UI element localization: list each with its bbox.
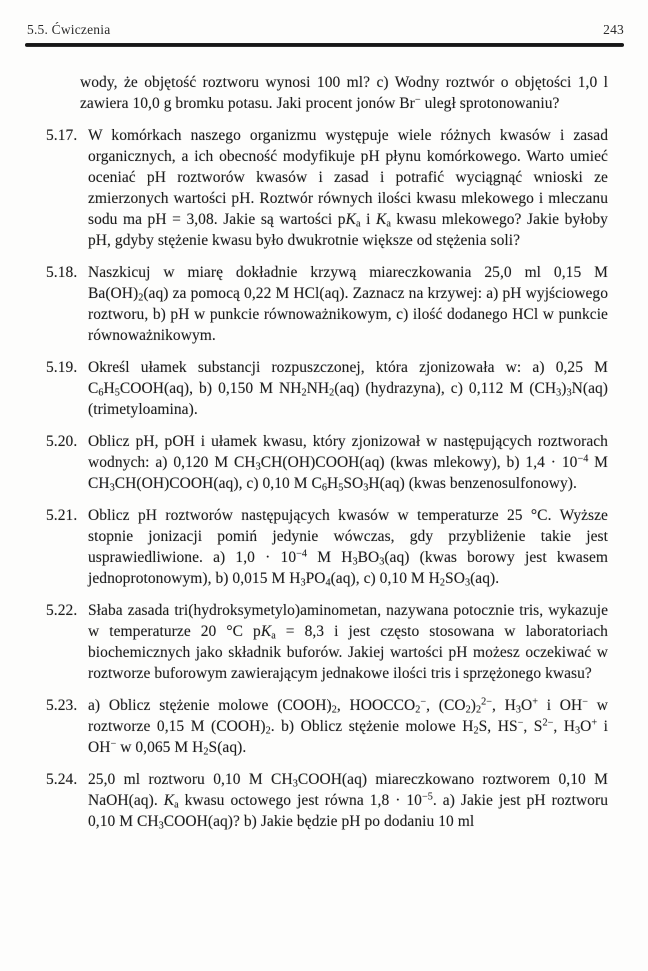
exercise-number: 5.24. <box>46 771 78 788</box>
exercise-text: Słaba zasada tri(hydroksymetylo)aminometan, nazywana potocznie tris, wykazuje w temperaturze 20 °C $pK_a = 8,3$ i jest często stosowana w laboratoriach biochemicznych jako składnik buforów. Jakiej wartości pH możesz oczekiwać w roztworze buforowym zawierającym jednakowe ilości tris i sprzężonego kwasu? <box>88 602 608 682</box>
exercise-text: Naszkicuj w miarę dokładnie krzywą miareczkowania 25,0 ml 0,15 M $Ba(OH)_2(aq)$ za pomocą 0,22 M HCl(aq). Zaznacz na krzywej: a) pH wyjściowego roztworu, b) pH w punkcie równoważnikowym, c) ilość dodanego HCl w punkcie równoważnikowym. <box>88 264 608 344</box>
exercise-item-5-19 <box>46 357 608 420</box>
running-head-section-title: 5.5. Ćwiczenia <box>27 22 111 37</box>
exercise-item-5-21 <box>46 505 608 589</box>
running-head <box>0 0 648 38</box>
exercise-number: 5.19. <box>46 359 78 376</box>
exercise-item-5-20 <box>46 431 608 494</box>
exercise-number: 5.18. <box>46 264 78 281</box>
continuation-paragraph <box>46 72 608 114</box>
exercise-number: 5.22. <box>46 602 78 619</box>
exercise-number: 5.21. <box>46 507 78 524</box>
exercise-text: Określ ułamek substancji rozpuszczonej, która zjonizowała w: a) 0,25 M $C_6H_5COOH(aq)$, b) 0,150 M $NH_2NH_2(aq)$ (hydrazyna), c) 0,112 M $(CH_3)_3N(aq)$ (trimetyloamina). <box>88 359 609 418</box>
exercise-item-5-22 <box>46 600 608 684</box>
exercise-number: 5.17. <box>46 127 78 144</box>
exercise-text: W komórkach naszego organizmu występuje wiele różnych kwasów i zasad organicznych, a ich obecność modyfikuje pH płynu komórkowego. Warto umieć oceniać pH roztworów kwasów i zasad i potrafić wyciągnąć wnioski ze zmierzonych wartości pH. Roztwór równych ilości kwasu mlekowego i mleczanu sodu ma pH = 3,08. Jakie są wartości $pK_a$ i $K_a$ kwasu mlekowego? Jakie byłoby pH, gdyby stężenie kwasu było dwukrotnie większe od stężenia soli? <box>88 127 608 249</box>
exercise-item-5-17 <box>46 125 608 251</box>
exercise-text: 25,0 ml roztworu 0,10 M $CH_3COOH(aq)$ miareczkowano roztworem 0,10 M NaOH(aq). $K_a$ kwasu octowego jest równa $1,8 \cdot 10^{-5}$. a) Jakie jest pH roztworu 0,10 M $CH_3COOH(aq)$? b) Jakie będzie pH po dodaniu 10 ml <box>88 771 609 832</box>
exercise-item-5-24 <box>46 769 608 832</box>
exercise-text: a) Oblicz stężenie molowe $(COOH)_2$, $HOOCCO_2^-$, $(CO_2)_2^{2-}$, $H_3O^+$ i OH− w roztworze 0,15 M $(COOH)_2$. b) Oblicz stężenie molowe $H_2S$, HS−, $S^{2-}$, $H_3O^+$ i OH− w 0,065 M $H_2S(aq)$. <box>88 696 608 758</box>
exercise-text: Oblicz pH, pOH i ułamek kwasu, który zjonizował w następujących roztworach wodnych: a) 0,120 M $CH_3CH(OH)COOH(aq)$ (kwas mlekowy), b) $1,4 \cdot 10^{-4}$ M $CH_3CH(OH)COOH(aq)$, c) 0,10 M $C_6H_5SO_3H(aq)$ (kwas benzenosulfonowy). <box>88 433 609 494</box>
exercise-item-5-23 <box>46 695 608 758</box>
continuation-text: wody, że objętość roztworu wynosi 100 ml? c) Wodny roztwór o objętości 1,0 l zawiera 10,0 g bromku potasu. Jaki procent jonów Br− uległ sprotonowaniu? <box>80 74 608 112</box>
exercise-number: 5.20. <box>46 433 78 450</box>
page-body <box>0 47 648 832</box>
exercise-text: Oblicz pH roztworów następujących kwasów w temperaturze 25 °C. Wyższe stopnie jonizacji pomiń jedynie wówczas, gdy przybliżenie takie jest usprawiedliwione. a) $1,0 \cdot 10^{-4}$ M $H_3BO_3(aq)$ (kwas borowy jest kwasem jednoprotonowym), b) 0,015 M $H_3PO_4(aq)$, c) 0,10 M $H_2SO_3(aq)$. <box>88 507 608 589</box>
running-head-page-number: 243 <box>603 22 624 37</box>
exercise-item-5-18 <box>46 262 608 346</box>
exercise-number: 5.23. <box>46 697 78 714</box>
